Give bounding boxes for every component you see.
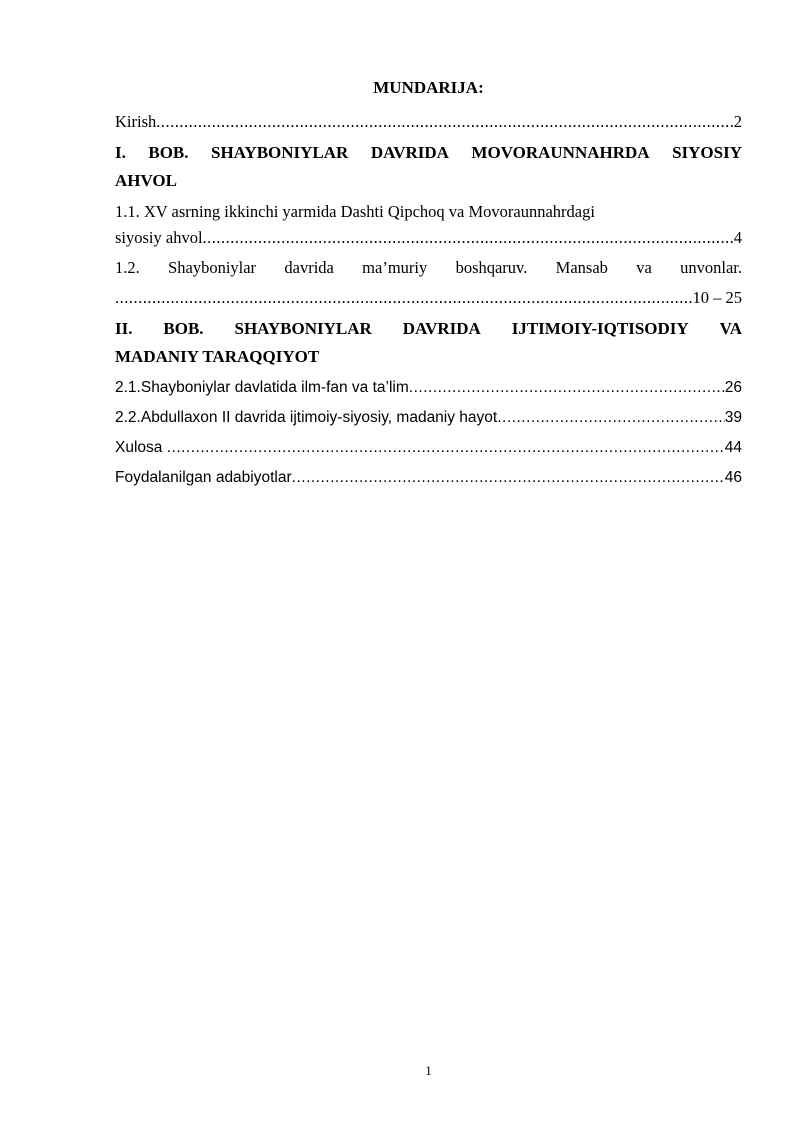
page-title: MUNDARIJA: bbox=[373, 78, 484, 97]
dot-leader bbox=[292, 465, 725, 491]
chapter-word: DAVRIDA bbox=[370, 143, 449, 162]
chapter-word: BOB. bbox=[163, 319, 204, 338]
toc-entry-1-1-line-1[interactable]: 1.1. XV asrning ikkinchi yarmida Dashti Qipchoq va Movoraunnahrdagi bbox=[115, 202, 595, 221]
chapter-word: I. bbox=[115, 143, 126, 162]
dot-leader bbox=[203, 225, 734, 251]
toc-entry-label: Foydalanilgan adabiyotlar bbox=[115, 469, 292, 486]
table-of-contents bbox=[115, 109, 742, 491]
chapter-word: IJTIMOIY-IQTISODIY bbox=[511, 319, 689, 338]
toc-entry-adabiyotlar[interactable] bbox=[115, 465, 742, 491]
chapter-word: DAVRIDA bbox=[402, 319, 481, 338]
entry-word: unvonlar. bbox=[680, 258, 742, 277]
entry-word: Shayboniylar bbox=[168, 258, 257, 277]
chapter-word: II. bbox=[115, 319, 133, 338]
toc-page-number: 46 bbox=[724, 469, 742, 486]
toc-page-number: 44 bbox=[724, 439, 742, 456]
toc-entry-xulosa[interactable] bbox=[115, 435, 742, 461]
chapter-word: BOB. bbox=[148, 143, 189, 162]
entry-word: ma’muriy bbox=[362, 258, 428, 277]
chapter-2-title-line-2: MADANIY TARAQQIYOT bbox=[115, 347, 320, 366]
toc-entry-label: 2.2.Abdullaxon II davrida ijtimoiy-siyosiy, madaniy hayot bbox=[115, 409, 498, 426]
toc-entry-1-2-line-2[interactable] bbox=[115, 285, 742, 311]
chapter-word: VA bbox=[719, 319, 742, 338]
chapter-word: SIYOSIY bbox=[672, 143, 742, 162]
dot-leader bbox=[497, 405, 725, 431]
toc-entry-1-1-line-2[interactable] bbox=[115, 225, 742, 251]
dot-leader bbox=[156, 109, 734, 135]
toc-chapter-2[interactable] bbox=[115, 315, 742, 371]
toc-page-number: 10 – 25 bbox=[692, 288, 742, 307]
entry-word: boshqaruv. bbox=[455, 258, 528, 277]
dot-leader bbox=[409, 375, 725, 401]
chapter-2-title-line-1 bbox=[115, 315, 742, 343]
entry-word: 1.2. bbox=[115, 258, 140, 277]
chapter-1-title-line-1 bbox=[115, 139, 742, 167]
toc-entry-label: 2.1.Shayboniylar davlatida ilm-fan va ta’lim bbox=[115, 379, 409, 396]
dot-leader bbox=[167, 435, 725, 461]
entry-word: va bbox=[636, 258, 652, 277]
toc-entry-label: Xulosa bbox=[115, 439, 167, 456]
dot-leader bbox=[115, 285, 693, 311]
chapter-1-title-line-2: AHVOL bbox=[115, 171, 177, 190]
toc-page-number: 26 bbox=[724, 379, 742, 396]
toc-entry-label: siyosiy ahvol bbox=[115, 228, 203, 247]
entry-word: Mansab bbox=[555, 258, 608, 277]
toc-page-number: 4 bbox=[733, 228, 742, 247]
chapter-word: SHAYBONIYLAR bbox=[234, 319, 372, 338]
toc-entry-label: Kirish bbox=[115, 112, 157, 131]
page-number-footer: 1 bbox=[425, 1063, 432, 1078]
chapter-word: MOVORAUNNAHRDA bbox=[471, 143, 650, 162]
toc-entry-kirish[interactable] bbox=[115, 109, 742, 135]
entry-word: davrida bbox=[284, 258, 334, 277]
toc-entry-2-1[interactable] bbox=[115, 375, 742, 401]
toc-chapter-1[interactable] bbox=[115, 139, 742, 195]
toc-entry-2-2[interactable] bbox=[115, 405, 742, 431]
toc-entry-1-2-line-1[interactable] bbox=[115, 255, 742, 281]
toc-page-number: 39 bbox=[724, 409, 742, 426]
chapter-word: SHAYBONIYLAR bbox=[211, 143, 349, 162]
toc-page-number: 2 bbox=[733, 112, 742, 131]
